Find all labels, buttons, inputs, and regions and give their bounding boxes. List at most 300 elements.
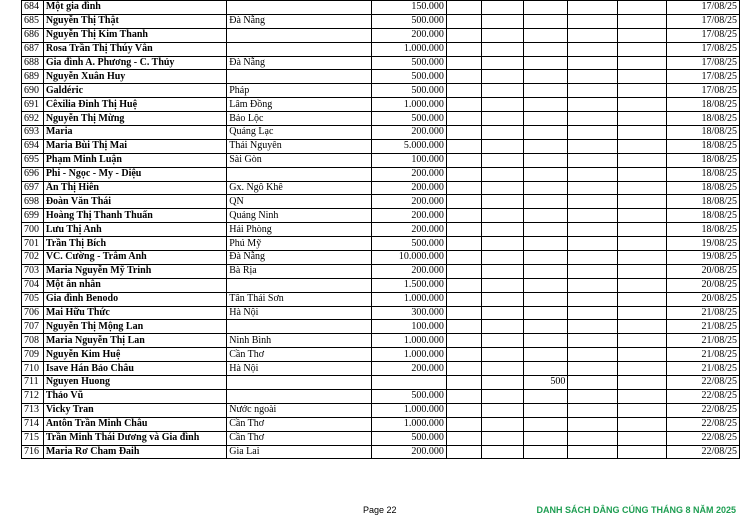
amount-vnd: 100.000	[371, 153, 446, 167]
empty-cell	[568, 1, 617, 15]
donation-date: 18/08/25	[667, 112, 740, 126]
row-number: 691	[22, 98, 44, 112]
row-number: 702	[22, 251, 44, 265]
empty-cell	[481, 167, 523, 181]
donor-place: Lâm Đồng	[227, 98, 371, 112]
amount-vnd: 1.000.000	[371, 403, 446, 417]
table-row	[22, 98, 740, 112]
table-row	[22, 223, 740, 237]
donor-place: Phú Mỹ	[227, 237, 371, 251]
donation-date: 17/08/25	[667, 70, 740, 84]
donation-date: 19/08/25	[667, 251, 740, 265]
empty-cell	[481, 445, 523, 459]
empty-cell	[568, 362, 617, 376]
empty-cell	[568, 167, 617, 181]
amount-vnd: 1.000.000	[371, 98, 446, 112]
donation-date: 18/08/25	[667, 223, 740, 237]
empty-cell	[568, 348, 617, 362]
empty-cell	[617, 209, 666, 223]
donor-name: Ân Thị Hiên	[43, 181, 226, 195]
row-number: 708	[22, 334, 44, 348]
donor-name: Maria	[43, 126, 226, 140]
amount-foreign	[523, 334, 567, 348]
donation-date: 22/08/25	[667, 445, 740, 459]
donor-place: Gia Lai	[227, 445, 371, 459]
empty-cell	[481, 209, 523, 223]
donation-date: 22/08/25	[667, 376, 740, 390]
empty-cell	[568, 70, 617, 84]
row-number: 689	[22, 70, 44, 84]
donor-name: Maria Nguyễn Thị Lan	[43, 334, 226, 348]
amount-foreign	[523, 56, 567, 70]
donor-name: Maria Nguyễn Mỹ Trinh	[43, 264, 226, 278]
empty-cell	[617, 14, 666, 28]
amount-vnd: 1.500.000	[371, 278, 446, 292]
empty-cell	[568, 376, 617, 390]
empty-cell	[481, 14, 523, 28]
row-number: 686	[22, 28, 44, 42]
donor-place	[227, 167, 371, 181]
empty-cell	[446, 264, 481, 278]
empty-cell	[568, 223, 617, 237]
amount-vnd: 200.000	[371, 445, 446, 459]
row-number: 688	[22, 56, 44, 70]
donor-name: Gia đình A. Phương - C. Thủy	[43, 56, 226, 70]
empty-cell	[446, 139, 481, 153]
donor-place: Quảng Ninh	[227, 209, 371, 223]
amount-vnd: 1.000.000	[371, 417, 446, 431]
empty-cell	[446, 334, 481, 348]
empty-cell	[617, 28, 666, 42]
donation-date: 22/08/25	[667, 417, 740, 431]
row-number: 687	[22, 42, 44, 56]
empty-cell	[446, 167, 481, 181]
donor-name: VC. Cường - Trâm Anh	[43, 251, 226, 265]
empty-cell	[481, 306, 523, 320]
empty-cell	[481, 292, 523, 306]
row-number: 703	[22, 264, 44, 278]
empty-cell	[568, 126, 617, 140]
donor-name: Đoàn Văn Thái	[43, 195, 226, 209]
donor-name: Một gia đình	[43, 1, 226, 15]
empty-cell	[481, 403, 523, 417]
amount-vnd: 200.000	[371, 209, 446, 223]
empty-cell	[617, 153, 666, 167]
row-number: 697	[22, 181, 44, 195]
empty-cell	[446, 445, 481, 459]
amount-foreign	[523, 348, 567, 362]
row-number: 692	[22, 112, 44, 126]
empty-cell	[617, 348, 666, 362]
donor-place: Gx. Ngô Khê	[227, 181, 371, 195]
empty-cell	[446, 153, 481, 167]
donation-date: 17/08/25	[667, 42, 740, 56]
empty-cell	[446, 251, 481, 265]
row-number: 712	[22, 389, 44, 403]
row-number: 696	[22, 167, 44, 181]
amount-foreign	[523, 84, 567, 98]
empty-cell	[446, 112, 481, 126]
donor-name: Hoàng Thị Thanh Thuấn	[43, 209, 226, 223]
amount-foreign	[523, 306, 567, 320]
donor-name: Nguyen Huong	[43, 376, 226, 390]
donation-date: 17/08/25	[667, 84, 740, 98]
donor-name: Một ân nhân	[43, 278, 226, 292]
amount-vnd: 500.000	[371, 56, 446, 70]
empty-cell	[568, 320, 617, 334]
amount-vnd: 10.000.000	[371, 251, 446, 265]
empty-cell	[481, 42, 523, 56]
donor-name: Nguyễn Thị Thật	[43, 14, 226, 28]
empty-cell	[617, 278, 666, 292]
empty-cell	[617, 70, 666, 84]
empty-cell	[446, 431, 481, 445]
donor-place	[227, 278, 371, 292]
table-row	[22, 195, 740, 209]
donor-place: Hà Nội	[227, 362, 371, 376]
empty-cell	[446, 376, 481, 390]
donor-place	[227, 28, 371, 42]
amount-vnd: 200.000	[371, 264, 446, 278]
amount-foreign	[523, 237, 567, 251]
empty-cell	[568, 153, 617, 167]
amount-vnd: 200.000	[371, 126, 446, 140]
page-number: Page 22	[363, 505, 397, 515]
row-number: 713	[22, 403, 44, 417]
amount-foreign: 500	[523, 376, 567, 390]
amount-vnd: 200.000	[371, 28, 446, 42]
donor-name: Rosa Trần Thị Thúy Vân	[43, 42, 226, 56]
table-row	[22, 139, 740, 153]
empty-cell	[617, 251, 666, 265]
empty-cell	[446, 42, 481, 56]
row-number: 693	[22, 126, 44, 140]
donor-place	[227, 42, 371, 56]
donor-place: Thái Nguyên	[227, 139, 371, 153]
empty-cell	[446, 278, 481, 292]
empty-cell	[446, 98, 481, 112]
amount-vnd: 1.000.000	[371, 348, 446, 362]
donor-place: Ninh Bình	[227, 334, 371, 348]
donor-place: Đà Nẵng	[227, 14, 371, 28]
donor-place: Đà Nẵng	[227, 56, 371, 70]
document-title: DANH SÁCH DÂNG CÚNG THÁNG 8 NĂM 2025	[536, 505, 736, 515]
donation-date: 17/08/25	[667, 28, 740, 42]
empty-cell	[481, 348, 523, 362]
row-number: 698	[22, 195, 44, 209]
donor-name: Maria Bùi Thị Mai	[43, 139, 226, 153]
table-row	[22, 14, 740, 28]
row-number: 716	[22, 445, 44, 459]
donor-place: Quảng Lạc	[227, 126, 371, 140]
donor-name: Antôn Trần Minh Châu	[43, 417, 226, 431]
empty-cell	[568, 195, 617, 209]
empty-cell	[481, 417, 523, 431]
amount-vnd: 150.000	[371, 1, 446, 15]
amount-vnd: 100.000	[371, 320, 446, 334]
empty-cell	[568, 264, 617, 278]
empty-cell	[481, 98, 523, 112]
empty-cell	[617, 237, 666, 251]
empty-cell	[568, 139, 617, 153]
empty-cell	[617, 306, 666, 320]
empty-cell	[568, 181, 617, 195]
row-number: 704	[22, 278, 44, 292]
amount-foreign	[523, 362, 567, 376]
empty-cell	[617, 223, 666, 237]
amount-foreign	[523, 389, 567, 403]
amount-vnd: 200.000	[371, 181, 446, 195]
amount-vnd: 200.000	[371, 223, 446, 237]
donor-name: Mai Hữu Thức	[43, 306, 226, 320]
donor-place: Bảo Lộc	[227, 112, 371, 126]
amount-foreign	[523, 112, 567, 126]
donor-name: Thảo Vũ	[43, 389, 226, 403]
row-number: 685	[22, 14, 44, 28]
donation-date: 18/08/25	[667, 126, 740, 140]
amount-vnd: 200.000	[371, 167, 446, 181]
amount-foreign	[523, 28, 567, 42]
donation-table-body	[22, 1, 740, 459]
donor-place: Sài Gòn	[227, 153, 371, 167]
amount-vnd: 500.000	[371, 84, 446, 98]
amount-vnd: 500.000	[371, 14, 446, 28]
empty-cell	[568, 251, 617, 265]
donation-date: 20/08/25	[667, 278, 740, 292]
row-number: 701	[22, 237, 44, 251]
empty-cell	[481, 264, 523, 278]
empty-cell	[481, 195, 523, 209]
donation-table	[21, 0, 740, 459]
empty-cell	[617, 42, 666, 56]
empty-cell	[568, 292, 617, 306]
amount-foreign	[523, 223, 567, 237]
empty-cell	[617, 56, 666, 70]
table-row	[22, 112, 740, 126]
table-row	[22, 28, 740, 42]
empty-cell	[481, 237, 523, 251]
donor-place	[227, 320, 371, 334]
donor-name: Trần Thị Bích	[43, 237, 226, 251]
donor-place: Nước ngoài	[227, 403, 371, 417]
empty-cell	[568, 209, 617, 223]
empty-cell	[617, 376, 666, 390]
empty-cell	[617, 334, 666, 348]
donation-date: 22/08/25	[667, 431, 740, 445]
empty-cell	[568, 28, 617, 42]
donor-place: Cần Thơ	[227, 348, 371, 362]
donor-place: Tân Thái Sơn	[227, 292, 371, 306]
row-number: 695	[22, 153, 44, 167]
table-row	[22, 181, 740, 195]
table-row	[22, 334, 740, 348]
row-number: 711	[22, 376, 44, 390]
donor-name: Nguyễn Kim Huệ	[43, 348, 226, 362]
amount-vnd	[371, 376, 446, 390]
amount-vnd: 500.000	[371, 237, 446, 251]
donor-place: Hải Phòng	[227, 223, 371, 237]
empty-cell	[446, 417, 481, 431]
donor-name: Isave Hán Bảo Châu	[43, 362, 226, 376]
amount-foreign	[523, 195, 567, 209]
table-row	[22, 362, 740, 376]
table-row	[22, 56, 740, 70]
table-row	[22, 209, 740, 223]
empty-cell	[617, 362, 666, 376]
donation-date: 21/08/25	[667, 362, 740, 376]
amount-foreign	[523, 98, 567, 112]
empty-cell	[446, 292, 481, 306]
empty-cell	[446, 70, 481, 84]
donor-name: Cêxilia Đinh Thị Huệ	[43, 98, 226, 112]
amount-foreign	[523, 1, 567, 15]
empty-cell	[446, 126, 481, 140]
donation-date: 19/08/25	[667, 237, 740, 251]
empty-cell	[617, 126, 666, 140]
empty-cell	[481, 1, 523, 15]
amount-foreign	[523, 403, 567, 417]
empty-cell	[617, 84, 666, 98]
empty-cell	[481, 376, 523, 390]
donation-date: 22/08/25	[667, 403, 740, 417]
empty-cell	[481, 153, 523, 167]
amount-foreign	[523, 417, 567, 431]
donor-place: Bà Rịa	[227, 264, 371, 278]
empty-cell	[617, 445, 666, 459]
donor-name: Nguyễn Thị Mộng Lan	[43, 320, 226, 334]
empty-cell	[481, 431, 523, 445]
empty-cell	[481, 278, 523, 292]
row-number: 709	[22, 348, 44, 362]
empty-cell	[617, 195, 666, 209]
empty-cell	[446, 320, 481, 334]
amount-foreign	[523, 264, 567, 278]
empty-cell	[568, 56, 617, 70]
donor-place	[227, 70, 371, 84]
table-row	[22, 389, 740, 403]
table-row	[22, 431, 740, 445]
empty-cell	[568, 112, 617, 126]
amount-foreign	[523, 14, 567, 28]
empty-cell	[446, 389, 481, 403]
empty-cell	[617, 431, 666, 445]
empty-cell	[446, 237, 481, 251]
donation-date: 18/08/25	[667, 209, 740, 223]
row-number: 699	[22, 209, 44, 223]
donation-date: 20/08/25	[667, 264, 740, 278]
empty-cell	[617, 320, 666, 334]
donor-name: Nguyễn Thị Mừng	[43, 112, 226, 126]
amount-foreign	[523, 167, 567, 181]
donor-name: Phạm Minh Luận	[43, 153, 226, 167]
amount-vnd: 1.000.000	[371, 334, 446, 348]
empty-cell	[568, 42, 617, 56]
table-row	[22, 306, 740, 320]
amount-foreign	[523, 209, 567, 223]
row-number: 705	[22, 292, 44, 306]
donation-date: 21/08/25	[667, 320, 740, 334]
row-number: 690	[22, 84, 44, 98]
empty-cell	[568, 445, 617, 459]
empty-cell	[481, 334, 523, 348]
amount-foreign	[523, 431, 567, 445]
donor-name: Maria Rơ Cham Đaih	[43, 445, 226, 459]
row-number: 684	[22, 1, 44, 15]
empty-cell	[446, 223, 481, 237]
donor-name: Lưu Thị Anh	[43, 223, 226, 237]
empty-cell	[481, 56, 523, 70]
table-row	[22, 1, 740, 15]
empty-cell	[617, 292, 666, 306]
empty-cell	[617, 1, 666, 15]
donor-name: Trần Minh Thái Dương và Gia đình	[43, 431, 226, 445]
donor-place	[227, 376, 371, 390]
row-number: 710	[22, 362, 44, 376]
row-number: 700	[22, 223, 44, 237]
row-number: 707	[22, 320, 44, 334]
donor-name: Galdéric	[43, 84, 226, 98]
row-number: 694	[22, 139, 44, 153]
amount-foreign	[523, 153, 567, 167]
empty-cell	[446, 84, 481, 98]
table-row	[22, 153, 740, 167]
empty-cell	[481, 126, 523, 140]
amount-vnd: 500.000	[371, 431, 446, 445]
amount-foreign	[523, 320, 567, 334]
amount-vnd: 200.000	[371, 195, 446, 209]
empty-cell	[481, 28, 523, 42]
amount-vnd: 500.000	[371, 389, 446, 403]
amount-vnd: 200.000	[371, 362, 446, 376]
table-row	[22, 278, 740, 292]
donor-place	[227, 1, 371, 15]
empty-cell	[568, 84, 617, 98]
table-row	[22, 167, 740, 181]
empty-cell	[617, 403, 666, 417]
empty-cell	[481, 84, 523, 98]
empty-cell	[617, 417, 666, 431]
table-row	[22, 251, 740, 265]
donation-date: 17/08/25	[667, 14, 740, 28]
empty-cell	[568, 98, 617, 112]
table-row	[22, 348, 740, 362]
donation-date: 18/08/25	[667, 181, 740, 195]
table-row	[22, 292, 740, 306]
empty-cell	[481, 251, 523, 265]
row-number: 706	[22, 306, 44, 320]
amount-vnd: 500.000	[371, 70, 446, 84]
empty-cell	[481, 139, 523, 153]
amount-foreign	[523, 126, 567, 140]
donation-date: 18/08/25	[667, 139, 740, 153]
empty-cell	[481, 362, 523, 376]
amount-foreign	[523, 445, 567, 459]
donor-place: Cần Thơ	[227, 417, 371, 431]
amount-vnd: 500.000	[371, 112, 446, 126]
donor-name: Gia đình Benodo	[43, 292, 226, 306]
table-row	[22, 84, 740, 98]
empty-cell	[617, 389, 666, 403]
empty-cell	[481, 320, 523, 334]
empty-cell	[568, 403, 617, 417]
table-row	[22, 237, 740, 251]
donor-name: Nguyễn Xuân Huy	[43, 70, 226, 84]
empty-cell	[481, 223, 523, 237]
donor-name: Vicky Tran	[43, 403, 226, 417]
table-row	[22, 126, 740, 140]
donor-place: Đà Nẵng	[227, 251, 371, 265]
empty-cell	[617, 98, 666, 112]
